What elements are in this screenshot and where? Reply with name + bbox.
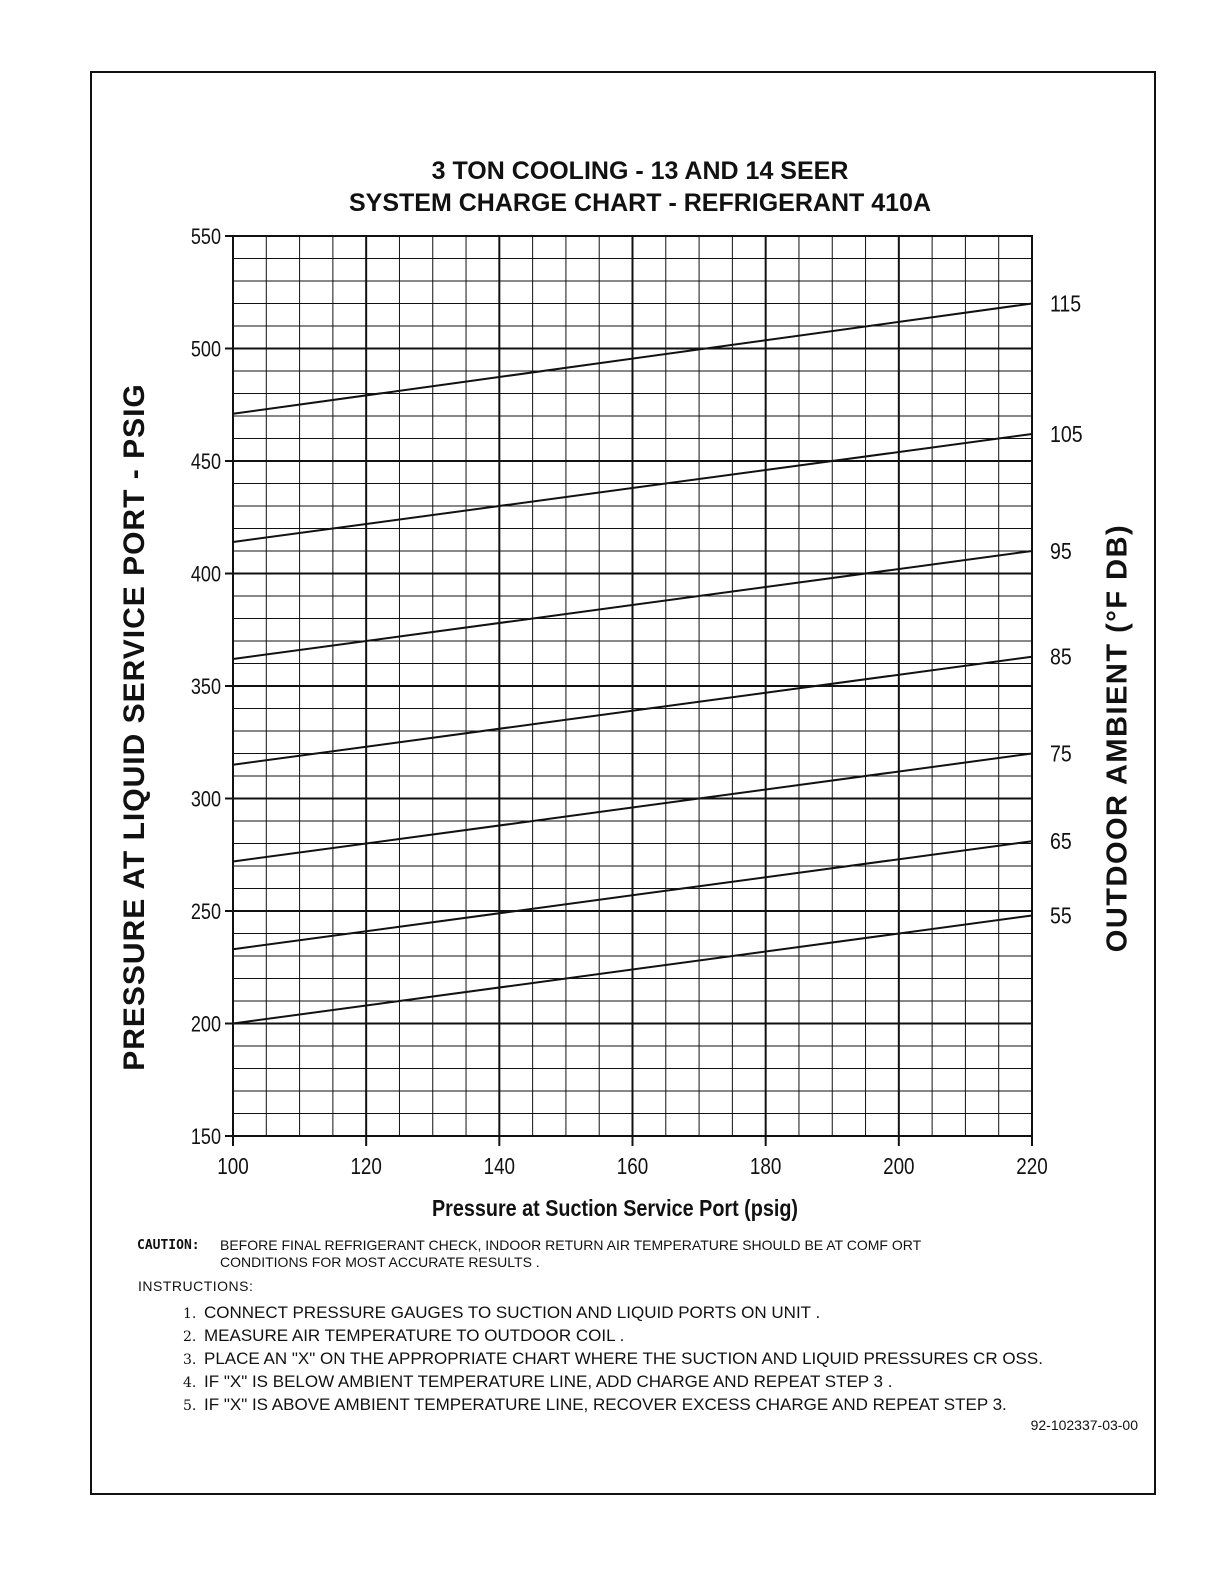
step-number: 3. [183, 1352, 197, 1368]
y-tick-label: 250 [190, 900, 222, 925]
step-text: CONNECT PRESSURE GAUGES TO SUCTION AND LIQUID PORTS ON UNIT . [204, 1303, 821, 1322]
chart-title-line1: 3 TON COOLING - 13 AND 14 SEER [431, 157, 849, 185]
x-tick-label: 160 [616, 1154, 649, 1180]
y-tick-label: 350 [190, 675, 222, 700]
x-tick-label: 180 [749, 1154, 782, 1180]
instruction-step [183, 1325, 1043, 1348]
ambient-line-label: 95 [1050, 538, 1072, 565]
x-tick-label: 120 [350, 1154, 382, 1180]
caution-tag: CAUTION: [137, 1238, 200, 1253]
caution-text: BEFORE FINAL REFRIGERANT CHECK, INDOOR RETURN AIR TEMPERATURE SHOULD BE AT COMF ORT CONDITIONS FOR MOST ACCURATE RESULTS . [220, 1237, 921, 1270]
x-axis-label: Pressure at Suction Service Port (psig) [431, 1195, 799, 1221]
x-tick-label: 220 [1016, 1154, 1048, 1180]
x-tick-label: 100 [217, 1154, 249, 1180]
chart-title-line2: SYSTEM CHARGE CHART - REFRIGERANT 410A [349, 189, 931, 217]
instruction-step [183, 1394, 1043, 1417]
document-number: 92-102337-03-00 [1030, 1417, 1138, 1433]
step-text: PLACE AN "X" ON THE APPROPRIATE CHART WHERE THE SUCTION AND LIQUID PRESSURES CR OSS. [204, 1349, 1043, 1368]
y-tick-label: 500 [190, 337, 222, 362]
ambient-line-label: 105 [1050, 421, 1083, 448]
step-number: 4. [183, 1375, 197, 1391]
ambient-line-label: 65 [1050, 828, 1072, 855]
ambient-line-label: 115 [1050, 291, 1082, 317]
y-tick-label: 200 [190, 1012, 222, 1037]
x-tick-label: 200 [883, 1154, 915, 1180]
instruction-step [183, 1371, 1043, 1394]
instructions-heading: INSTRUCTIONS: [138, 1278, 254, 1294]
ambient-line-label: 75 [1050, 741, 1072, 767]
instruction-step [183, 1302, 1043, 1325]
x-tick-label: 140 [483, 1154, 516, 1180]
step-text: IF "X" IS BELOW AMBIENT TEMPERATURE LINE, ADD CHARGE AND REPEAT STEP 3 . [204, 1372, 893, 1391]
instruction-step [183, 1348, 1043, 1371]
secondary-y-axis-label: OUTDOOR AMBIENT (°F DB) [1101, 523, 1134, 953]
caution-note [137, 1237, 940, 1271]
y-tick-label: 400 [190, 562, 222, 587]
ambient-line-label: 55 [1050, 903, 1072, 929]
step-number: 2. [183, 1329, 197, 1345]
ambient-line-label: 85 [1050, 644, 1072, 671]
step-text: IF "X" IS ABOVE AMBIENT TEMPERATURE LINE, RECOVER EXCESS CHARGE AND REPEAT STEP 3. [204, 1395, 1007, 1414]
y-tick-label: 550 [190, 225, 222, 250]
y-tick-label: 450 [190, 450, 222, 475]
y-tick-label: 300 [190, 787, 222, 812]
step-number: 1. [183, 1306, 197, 1322]
y-tick-label: 150 [190, 1125, 222, 1150]
step-text: MEASURE AIR TEMPERATURE TO OUTDOOR COIL . [204, 1326, 625, 1345]
step-number: 5. [183, 1398, 197, 1414]
y-axis-label: PRESSURE AT LIQUID SERVICE PORT - PSIG [118, 383, 151, 1071]
instructions-list [183, 1302, 1043, 1417]
